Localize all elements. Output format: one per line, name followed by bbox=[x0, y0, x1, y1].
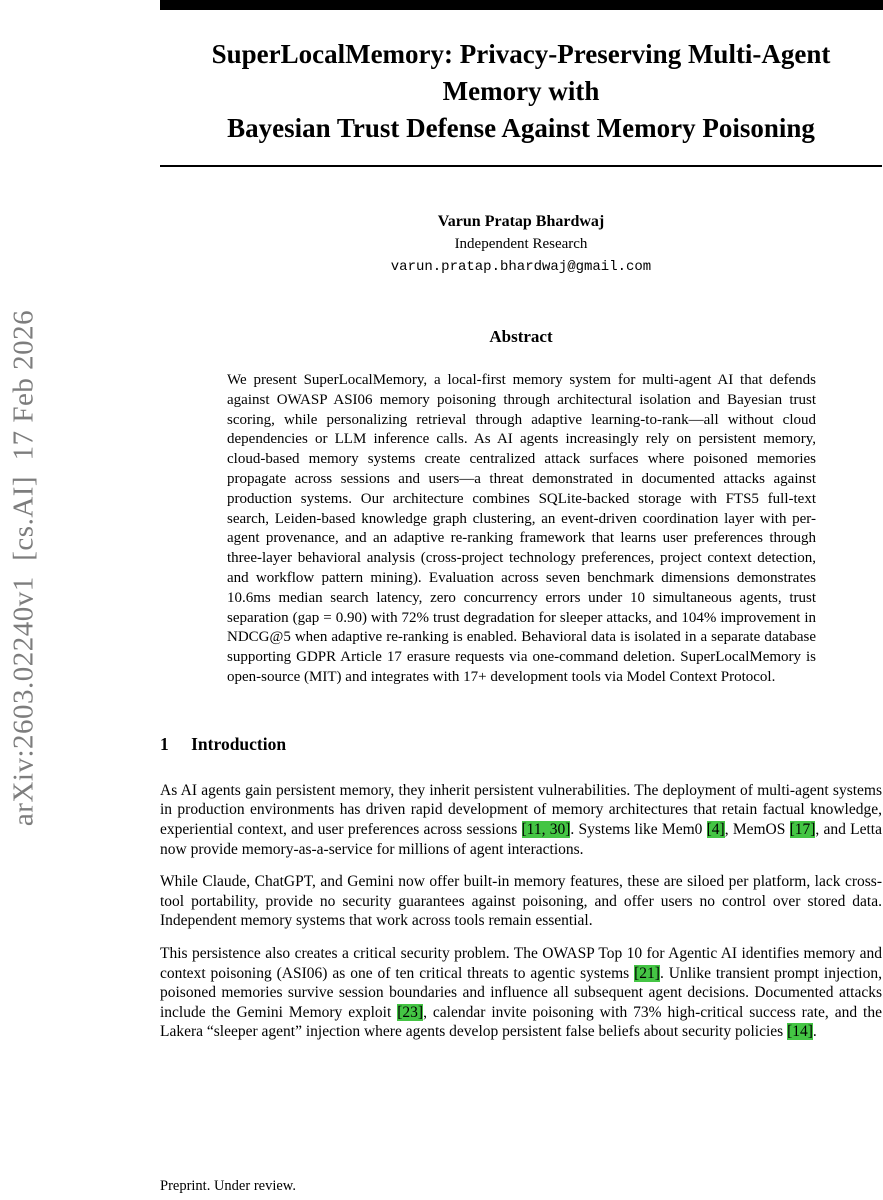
author-affiliation: Independent Research bbox=[454, 236, 588, 252]
citation-link[interactable]: [23] bbox=[397, 1003, 424, 1021]
paragraph-text: . Unlike transient prompt injection, poisoned memories survive session boundaries and influence all subsequent agent decisions. Documented attacks include the Gemini Memory exploit bbox=[160, 964, 882, 1021]
citation-link[interactable]: [4] bbox=[706, 820, 725, 838]
intro-paragraph-1 bbox=[160, 781, 882, 859]
paragraph-text: . Systems like Mem0 bbox=[570, 820, 707, 838]
citation-link[interactable]: [21] bbox=[634, 964, 660, 982]
section-heading-introduction bbox=[160, 734, 882, 755]
paragraph-text: This persistence also creates a critical security problem. The OWASP Top 10 for Agentic AI identifies memory and context poisoning (ASI06) as one of ten critical threats to agentic systems bbox=[160, 944, 882, 982]
citation-link[interactable]: [17] bbox=[789, 820, 816, 838]
abstract-text: We present SuperLocalMemory, a local-first memory system for multi-agent AI that defends against OWASP ASI06 memory poisoning through architectural isolation and Bayesian trust scoring, while personalizing retrieval through adaptive learning-to-rank—all without cloud dependencies or LLM inference calls. As AI agents increasingly rely on persistent memory, cloud-based memory systems create centralized attack surfaces where poisoned memories propagate across sessions and users—a threat demonstrated in documented attacks against production systems. Our architecture combines SQLite-backed storage with FTS5 full-text search, Leiden-based knowledge graph clustering, an event-driven coordination layer with per-agent provenance, and an adaptive re-ranking framework that learns user preferences through three-layer behavioral analysis (cross-project technology preferences, project context detection, and workflow pattern mining). Evaluation across seven benchmark dimensions demonstrates 10.6ms median search latency, zero concurrency errors under 10 simultaneous agents, trust separation (gap = 0.90) with 72% trust degradation for sleeper attacks, and 104% improvement in NDCG@5 when adaptive re-ranking is enabled. Behavioral data is isolated in a separate database supporting GDPR Article 17 erasure requests via one-command deletion. SuperLocalMemory is open-source (MIT) and integrates with 17+ development tools via Model Context Protocol. bbox=[227, 372, 816, 685]
citation-link[interactable]: [14] bbox=[787, 1023, 813, 1041]
intro-paragraph-2 bbox=[160, 872, 882, 931]
intro-paragraph-3 bbox=[160, 944, 882, 1042]
footer-note: Preprint. Under review. bbox=[160, 1178, 296, 1194]
title-rule bbox=[160, 165, 882, 167]
paper-title bbox=[160, 36, 882, 147]
top-black-bar bbox=[160, 0, 883, 10]
abstract-heading: Abstract bbox=[489, 327, 553, 346]
section-number: 1 bbox=[160, 733, 169, 754]
paragraph-text: As AI agents gain persistent memory, they inherit persistent vulnerabilities. The deployment of multi-agent systems in production environments has driven rapid development of memory architectures that retain factual knowledge, experiential context, and user preferences across sessions bbox=[160, 781, 882, 838]
paragraph-text: , calendar invite poisoning with 73% high-critical success rate, and the Lakera “sleeper agent” injection where agents develop persistent false beliefs about security policies bbox=[160, 1003, 882, 1041]
author-block bbox=[160, 213, 882, 275]
author-email: varun.pratap.bhardwaj@gmail.com bbox=[390, 259, 652, 275]
arxiv-watermark: arXiv:2603.02240v1 [cs.AI] 17 Feb 2026 bbox=[7, 309, 40, 827]
author-name: Varun Pratap Bhardwaj bbox=[437, 213, 605, 230]
paper-page bbox=[160, 10, 882, 1200]
title-line-2: Memory with bbox=[442, 76, 600, 106]
citation-link[interactable]: [11, 30] bbox=[521, 820, 571, 838]
paragraph-text: , MemOS bbox=[724, 820, 790, 838]
title-line-1: SuperLocalMemory: Privacy-Preserving Multi-Agent bbox=[211, 39, 831, 69]
paragraph-text: , and Letta now provide memory-as-a-service for millions of agent interactions. bbox=[160, 820, 882, 858]
paragraph-text: While Claude, ChatGPT, and Gemini now offer built-in memory features, these are siloed per platform, lack cross-tool portability, provide no security guarantees against poisoning, and offer users no control over stored data. Independent memory systems that work across tools remain essential. bbox=[160, 873, 882, 930]
title-line-3: Bayesian Trust Defense Against Memory Poisoning bbox=[227, 113, 815, 143]
section-title: Introduction bbox=[191, 733, 287, 754]
paragraph-text: . bbox=[812, 1023, 817, 1041]
